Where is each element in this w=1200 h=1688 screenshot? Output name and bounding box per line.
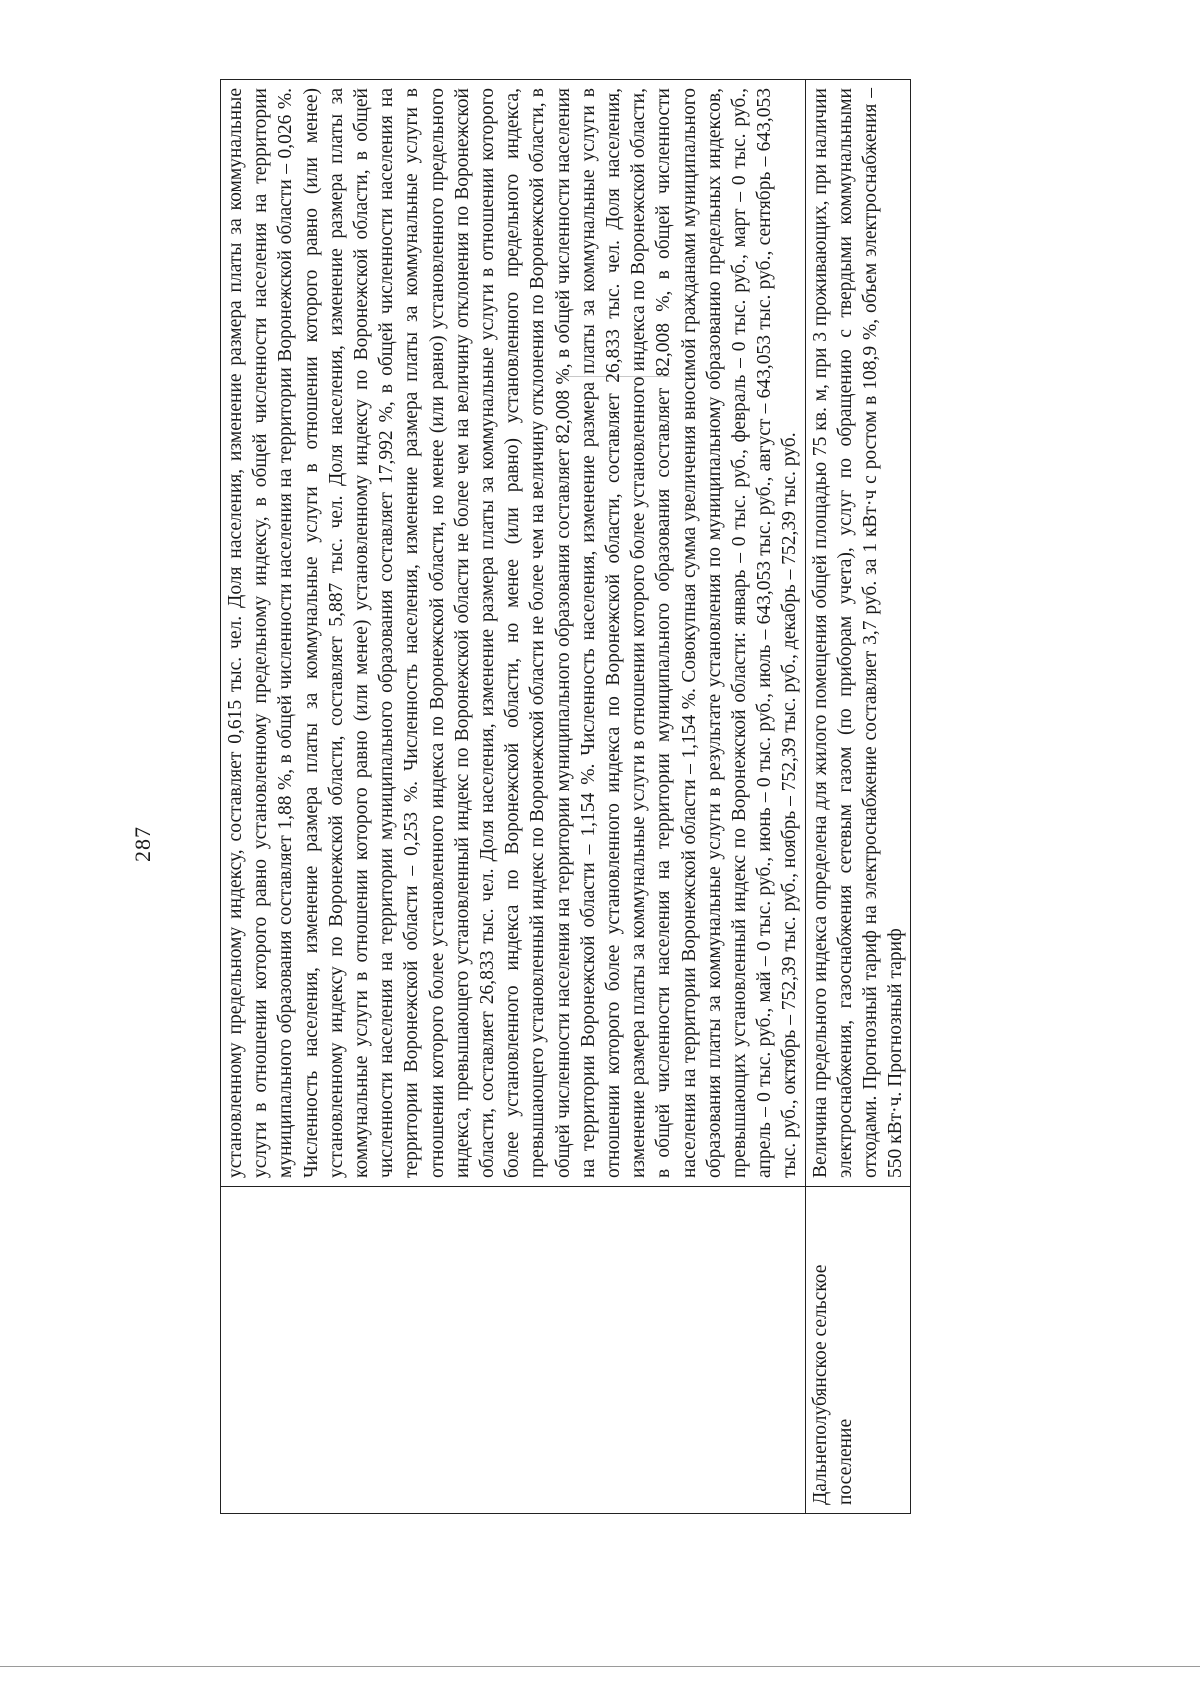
municipality-cell: Дальнеполубянское сельское поселение	[805, 1187, 911, 1514]
table-row	[805, 80, 911, 1514]
scan-edge-mark-bottom	[0, 1666, 1200, 1667]
table-row	[221, 80, 806, 1514]
description-cell: установленному предельному индексу, составляет 0,615 тыс. чел. Доля населения, изменение размера платы за коммунальные услуги в отношении которого равно установленному предельному индексу, в общей численности населения на территории муниципального образования составляет 1,88 %, в общей численности населения на территории Воронежской области – 0,026 %. Численность населения, изменение размера платы за коммунальные услуги в отношении которого равно (или менее) установленному индексу по Воронежской области, составляет 5,887 тыс. чел. Доля населения, изменение размера платы за коммунальные услуги в отношении которого равно (или менее) установленному индексу по Воронежской области, в общей численности населения на территории муниципального образования составляет 17,992 %, в общей численности населения на территории Воронежской области – 0,253 %. Численность населения, изменение размера платы за коммунальные услуги в отношении которого более установленного индекса по Воронежской области, но менее (или равно) установленного предельного индекса, превышающего установленный индекс по Воронежской области не более чем на величину отклонения по Воронежской области, составляет 26,833 тыс. чел. Доля населения, изменение размера платы за коммунальные услуги в отношении которого более установленного индекса по Воронежской области, но менее (или равно) установленного предельного индекса, превышающего установленный индекс по Воронежской области не более чем на величину отклонения по Воронежской области, в общей численности населения на территории муниципального образования составляет 82,008 %, в общей численности населения на территории Воронежской области – 1,154 %. Численность населения, изменение размера платы за коммунальные услуги в отношении которого более установленного индекса по Воронежской области, составляет 26,833 тыс. чел. Доля населения, изменение размера платы за коммунальные услуги в отношении которого более установленного индекса по Воронежской области, в общей численности населения на территории муниципального образования составляет 82,008 %, в общей численности населения на территории Воронежской области – 1,154 %. Совокупная сумма увеличения вносимой гражданами муниципального образования платы за коммунальные услуги в результате установления по муниципальному образованию предельных индексов, превышающих установленный индекс по Воронежской области: январь – 0 тыс. руб., февраль – 0 тыс. руб., март – 0 тыс. руб., апрель – 0 тыс. руб., май – 0 тыс. руб., июнь – 0 тыс. руб., июль – 643,053 тыс. руб., август – 643,053 тыс. руб., сентябрь – 643,053 тыс. руб., октябрь – 752,39 тыс. руб., ноябрь – 752,39 тыс. руб., декабрь – 752,39 тыс. руб.	[221, 80, 806, 1187]
rotated-page	[100, 89, 1100, 1599]
page-number: 287	[130, 826, 155, 862]
description-cell: Величина предельного индекса определена для жилого помещения общей площадью 75 кв. м, при 3 проживающих, при наличии электроснабжения, газоснабжения сетевым газом (по приборам учета), услуг по обращению с твердыми коммунальными отходами. Прогнозный тариф на электроснабжение составляет 3,7 руб. за 1 кВт·ч с ростом в 108,9 %, объем электроснабжения – 550 кВт·ч. Прогнозный тариф	[805, 80, 911, 1187]
document-table	[220, 79, 911, 1514]
municipality-cell	[221, 1187, 806, 1514]
